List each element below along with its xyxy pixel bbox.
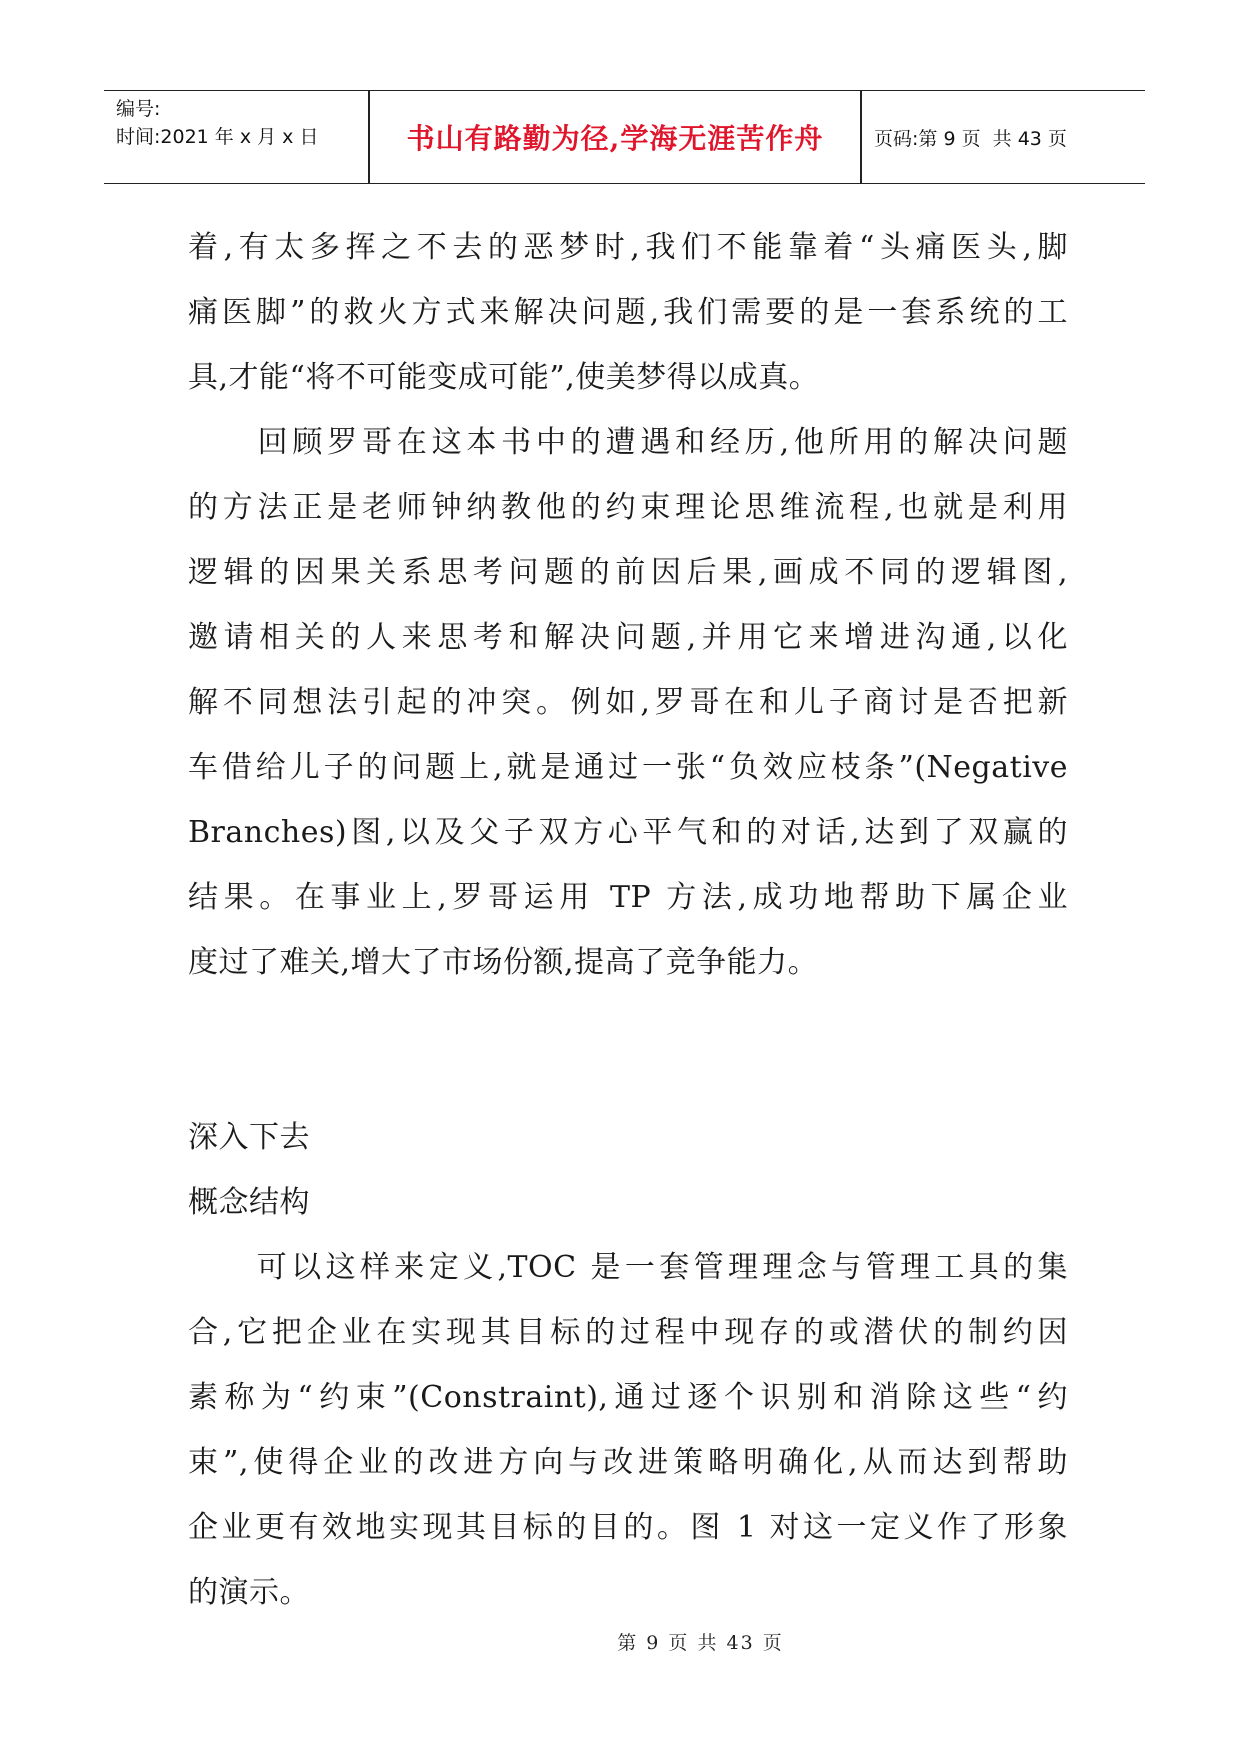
text-line: 具,才能“将不可能变成可能”,使美梦得以成真。 [188,360,820,395]
header-page-label: 页码:第 9 页 共 43 页 [874,127,1067,150]
text-line: 回顾罗哥在这本书中的遭遇和经历,他所用的解决问题 [188,425,1068,460]
paragraph [188,1235,1068,1625]
text-line: 痛医脚”的救火方式来解决问题,我们需要的是一套系统的工 [188,295,1068,330]
text-line: 车借给儿子的问题上,就是通过一张“负效应枝条”(Negative [188,750,1068,785]
time-label: 时间:2021 年 x 月 x 日 [116,126,319,148]
text-line: 企业更有效地实现其目标的目的。图 1 对这一定义作了形象 [188,1510,1068,1545]
text-line: 可以这样来定义,TOC 是一套管理理念与管理工具的集 [188,1250,1068,1285]
spacer [188,995,1068,1105]
text-line: 度过了难关,增大了市场份额,提高了竞争能力。 [188,945,819,980]
header-motto: 书山有路勤为径,学海无涯苦作舟 [406,122,824,155]
header-divider [860,91,862,183]
section-heading: 概念结构 [188,1185,310,1220]
footer-page-label: 第 9 页 共 43 页 [617,1632,784,1654]
text-line: 的演示。 [188,1575,310,1610]
text-line: 着,有太多挥之不去的恶梦时,我们不能靠着“头痛医头,脚 [188,230,1068,265]
section-heading: 深入下去 [188,1120,310,1155]
text-line: 合,它把企业在实现其目标的过程中现存的或潜伏的制约因 [188,1315,1068,1350]
header-meta [116,95,361,151]
paragraph [188,215,1068,410]
text-line: 结果。在事业上,罗哥运用 TP 方法,成功地帮助下属企业 [188,880,1068,915]
text-line: 邀请相关的人来思考和解决问题,并用它来增进沟通,以化 [188,620,1068,655]
document-body [188,215,1068,1625]
page-header [104,90,1145,184]
text-line: 束”,使得企业的改进方向与改进策略明确化,从而达到帮助 [188,1445,1068,1480]
text-line: Branches)图,以及父子双方心平气和的对话,达到了双赢的 [188,815,1068,850]
serial-label: 编号: [116,98,161,120]
text-line: 素称为“约束”(Constraint),通过逐个识别和消除这些“约 [188,1380,1068,1415]
text-line: 解不同想法引起的冲突。例如,罗哥在和儿子商讨是否把新 [188,685,1068,720]
page-footer [0,1628,1241,1658]
text-line: 的方法正是老师钟纳教他的约束理论思维流程,也就是利用 [188,490,1068,525]
text-line: 逻辑的因果关系思考问题的前因后果,画成不同的逻辑图, [188,555,1068,590]
paragraph [188,410,1068,995]
